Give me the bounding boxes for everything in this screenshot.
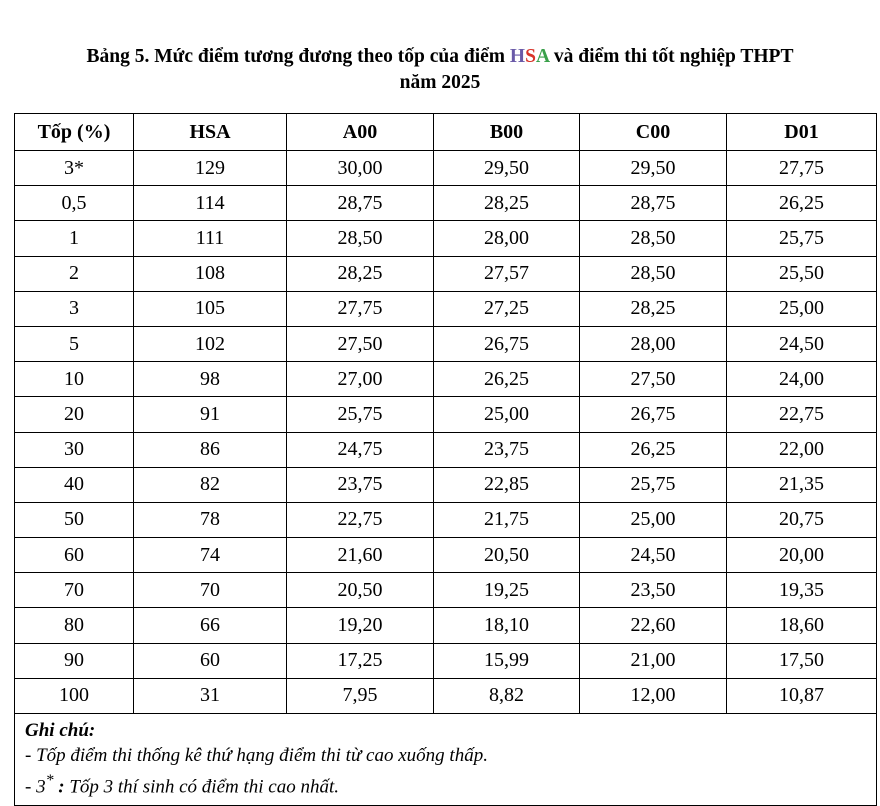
table-cell: 19,25 — [434, 573, 580, 608]
table-cell: 26,25 — [727, 186, 877, 221]
table-cell: 15,99 — [434, 643, 580, 678]
table-cell: 22,75 — [727, 397, 877, 432]
table-cell: 105 — [134, 291, 287, 326]
table-cell: 25,50 — [727, 256, 877, 291]
table-cell: 27,25 — [434, 291, 580, 326]
note-line-2-prefix: - 3 — [25, 776, 46, 798]
table-row — [15, 643, 877, 678]
table-cell: 0,5 — [15, 186, 134, 221]
table-cell: 28,25 — [580, 291, 727, 326]
table-cell: 3* — [15, 151, 134, 186]
table-row — [15, 678, 877, 713]
table-cell: 40 — [15, 467, 134, 502]
table-cell: 30 — [15, 432, 134, 467]
table-row — [15, 573, 877, 608]
table-cell: 28,25 — [287, 256, 434, 291]
table-cell: 70 — [134, 573, 287, 608]
table-cell: 78 — [134, 502, 287, 537]
table-row — [15, 326, 877, 361]
score-equivalence-table — [14, 113, 877, 806]
table-cell: 18,60 — [727, 608, 877, 643]
table-cell: 29,50 — [580, 151, 727, 186]
table-cell: 111 — [134, 221, 287, 256]
table-cell: 24,00 — [727, 362, 877, 397]
table-cell: 129 — [134, 151, 287, 186]
hsa-letter-a: A — [535, 46, 549, 67]
table-cell: 80 — [15, 608, 134, 643]
table-cell: 2 — [15, 256, 134, 291]
table-cell: 28,50 — [580, 221, 727, 256]
table-cell: 28,00 — [434, 221, 580, 256]
table-cell: 24,75 — [287, 432, 434, 467]
table-row — [15, 608, 877, 643]
caption-line-1 — [0, 44, 880, 70]
note-line-2-colon: : — [53, 776, 65, 798]
table-cell: 31 — [134, 678, 287, 713]
table-cell: 10 — [15, 362, 134, 397]
table-cell: 5 — [15, 326, 134, 361]
header-row — [15, 114, 877, 151]
table-cell: 60 — [15, 538, 134, 573]
table-cell: 21,35 — [727, 467, 877, 502]
table-cell: 18,10 — [434, 608, 580, 643]
table-row — [15, 221, 877, 256]
table-cell: 27,75 — [727, 151, 877, 186]
table-cell: 28,25 — [434, 186, 580, 221]
table-cell: 27,50 — [287, 326, 434, 361]
table-cell: 24,50 — [580, 538, 727, 573]
table-cell: 28,50 — [580, 256, 727, 291]
table-cell: 28,75 — [580, 186, 727, 221]
note-line-2-asterisk: * — [45, 772, 54, 789]
table-cell: 91 — [134, 397, 287, 432]
table-cell: 30,00 — [287, 151, 434, 186]
table-cell: 10,87 — [727, 678, 877, 713]
table-cell: 114 — [134, 186, 287, 221]
table-cell: 86 — [134, 432, 287, 467]
table-cell: 27,00 — [287, 362, 434, 397]
table-cell: 50 — [15, 502, 134, 537]
table-cell: 74 — [134, 538, 287, 573]
table-cell: 20,50 — [287, 573, 434, 608]
table-cell: 22,60 — [580, 608, 727, 643]
table-cell: 21,00 — [580, 643, 727, 678]
column-header: HSA — [134, 114, 287, 151]
table-cell: 20,50 — [434, 538, 580, 573]
table-cell: 23,75 — [287, 467, 434, 502]
table-cell: 28,75 — [287, 186, 434, 221]
notes-row — [15, 714, 877, 806]
table-cell: 23,50 — [580, 573, 727, 608]
table-cell: 24,50 — [727, 326, 877, 361]
column-header: C00 — [580, 114, 727, 151]
hsa-letter-h: H — [509, 46, 526, 67]
table-cell: 98 — [134, 362, 287, 397]
table-cell: 20,00 — [727, 538, 877, 573]
table-cell: 25,75 — [580, 467, 727, 502]
table-row — [15, 186, 877, 221]
column-header: B00 — [434, 114, 580, 151]
table-cell: 25,75 — [727, 221, 877, 256]
table-cell: 22,00 — [727, 432, 877, 467]
table-cell: 28,50 — [287, 221, 434, 256]
table-cell: 60 — [134, 643, 287, 678]
column-header: A00 — [287, 114, 434, 151]
table-cell: 27,50 — [580, 362, 727, 397]
table-cell: 100 — [15, 678, 134, 713]
table-cell: 66 — [134, 608, 287, 643]
table-row — [15, 256, 877, 291]
caption-text-end: và điểm thi tốt nghiệp THPT — [548, 46, 794, 67]
table-cell: 108 — [134, 256, 287, 291]
table-row — [15, 538, 877, 573]
notes-cell — [15, 714, 877, 806]
table-cell: 25,00 — [580, 502, 727, 537]
table-cell: 3 — [15, 291, 134, 326]
notes-title: Ghi chú: — [25, 720, 96, 741]
table-row — [15, 362, 877, 397]
column-header: Tốp (%) — [15, 114, 134, 151]
table-cell: 19,35 — [727, 573, 877, 608]
table-cell: 21,60 — [287, 538, 434, 573]
table-row — [15, 397, 877, 432]
table-cell: 90 — [15, 643, 134, 678]
hsa-letter-s: S — [525, 46, 536, 67]
table-cell: 82 — [134, 467, 287, 502]
table-cell: 26,25 — [580, 432, 727, 467]
table-cell: 102 — [134, 326, 287, 361]
table-cell: 20 — [15, 397, 134, 432]
note-line-2-text: Tốp 3 thí sinh có điểm thi cao nhất. — [64, 776, 340, 798]
caption-line-2: năm 2025 — [399, 72, 481, 93]
table-row — [15, 291, 877, 326]
table-cell: 12,00 — [580, 678, 727, 713]
table-cell: 70 — [15, 573, 134, 608]
table-row — [15, 432, 877, 467]
table-cell: 25,00 — [434, 397, 580, 432]
table-cell: 26,75 — [434, 326, 580, 361]
table-cell: 26,25 — [434, 362, 580, 397]
table-cell: 7,95 — [287, 678, 434, 713]
caption-text: Bảng 5. Mức điểm tương đương theo tốp của điểm — [86, 46, 510, 67]
table-row — [15, 502, 877, 537]
table-cell: 17,25 — [287, 643, 434, 678]
table-cell: 25,75 — [287, 397, 434, 432]
table-cell: 8,82 — [434, 678, 580, 713]
table-cell: 20,75 — [727, 502, 877, 537]
table-cell: 22,75 — [287, 502, 434, 537]
table-cell: 27,75 — [287, 291, 434, 326]
table-cell: 19,20 — [287, 608, 434, 643]
table-caption — [0, 44, 880, 96]
table-cell: 26,75 — [580, 397, 727, 432]
table-row — [15, 467, 877, 502]
table-cell: 27,57 — [434, 256, 580, 291]
table-cell: 1 — [15, 221, 134, 256]
table-cell: 17,50 — [727, 643, 877, 678]
column-header: D01 — [727, 114, 877, 151]
note-line-1: - Tốp điểm thi thống kê thứ hạng điểm thi từ cao xuống thấp. — [25, 745, 488, 766]
table-cell: 22,85 — [434, 467, 580, 502]
table-cell: 23,75 — [434, 432, 580, 467]
table-cell: 25,00 — [727, 291, 877, 326]
table-cell: 28,00 — [580, 326, 727, 361]
table-row — [15, 151, 877, 186]
note-line-2 — [25, 768, 876, 799]
table-cell: 29,50 — [434, 151, 580, 186]
table-cell: 21,75 — [434, 502, 580, 537]
